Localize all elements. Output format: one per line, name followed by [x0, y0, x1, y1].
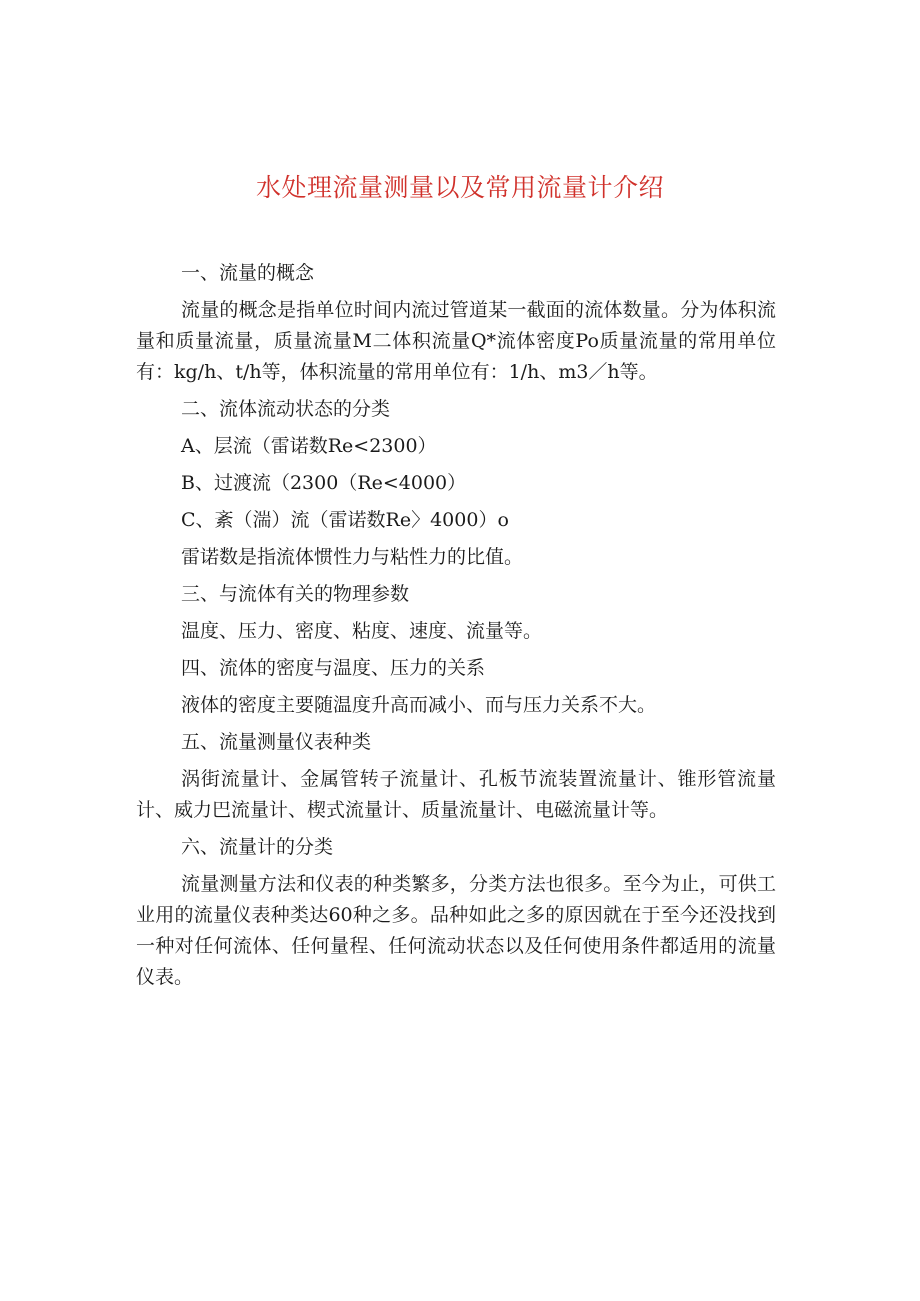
paragraph-density-relation: 液体的密度主要随温度升高而减小、而与压力关系不大。	[181, 694, 657, 716]
document-body	[136, 258, 776, 999]
list-item-turbulent: C、紊（湍）流（雷诺数Re〉4000）o	[181, 509, 509, 531]
heading-instrument-types: 五、流量测量仪表种类	[181, 731, 372, 753]
heading-flowmeter-classification: 六、流量计的分类	[181, 836, 334, 858]
heading-physical-params: 三、与流体有关的物理参数	[181, 583, 410, 605]
heading-flow-concept: 一、流量的概念	[181, 262, 315, 284]
heading-flow-state: 二、流体流动状态的分类	[181, 398, 391, 420]
paragraph-physical-params: 温度、压力、密度、粘度、速度、流量等。	[181, 620, 543, 642]
list-item-laminar: A、层流（雷诺数Re<2300）	[181, 435, 437, 457]
paragraph-reynolds: 雷诺数是指流体惯性力与粘性力的比值。	[181, 546, 524, 568]
paragraph-instrument-types: 涡街流量计、金属管转子流量计、孔板节流装置流量计、锥形管流量计、威力巴流量计、楔式流量计、质量流量计、电磁流量计等。	[136, 768, 776, 821]
heading-density-relation: 四、流体的密度与温度、压力的关系	[181, 657, 486, 679]
paragraph-flowmeter-classification: 流量测量方法和仪表的种类繁多，分类方法也很多。至今为止，可供工业用的流量仪表种类达60种之多。品种如此之多的原因就在于至今还没找到一种对任何流体、任何量程、任何流动状态以及任何使用条件都适用的流量仪表。	[136, 873, 776, 988]
document-title: 水处理流量测量以及常用流量计介绍	[255, 173, 664, 202]
list-item-transitional: B、过渡流（2300（Re<4000）	[181, 472, 467, 494]
paragraph-flow-concept: 流量的概念是指单位时间内流过管道某一截面的流体数量。分为体积流量和质量流量，质量流量M二体积流量Q*流体密度Po质量流量的常用单位有：kg/h、t/h等，体积流量的常用单位有：1/h、m3／h等。	[136, 299, 776, 383]
